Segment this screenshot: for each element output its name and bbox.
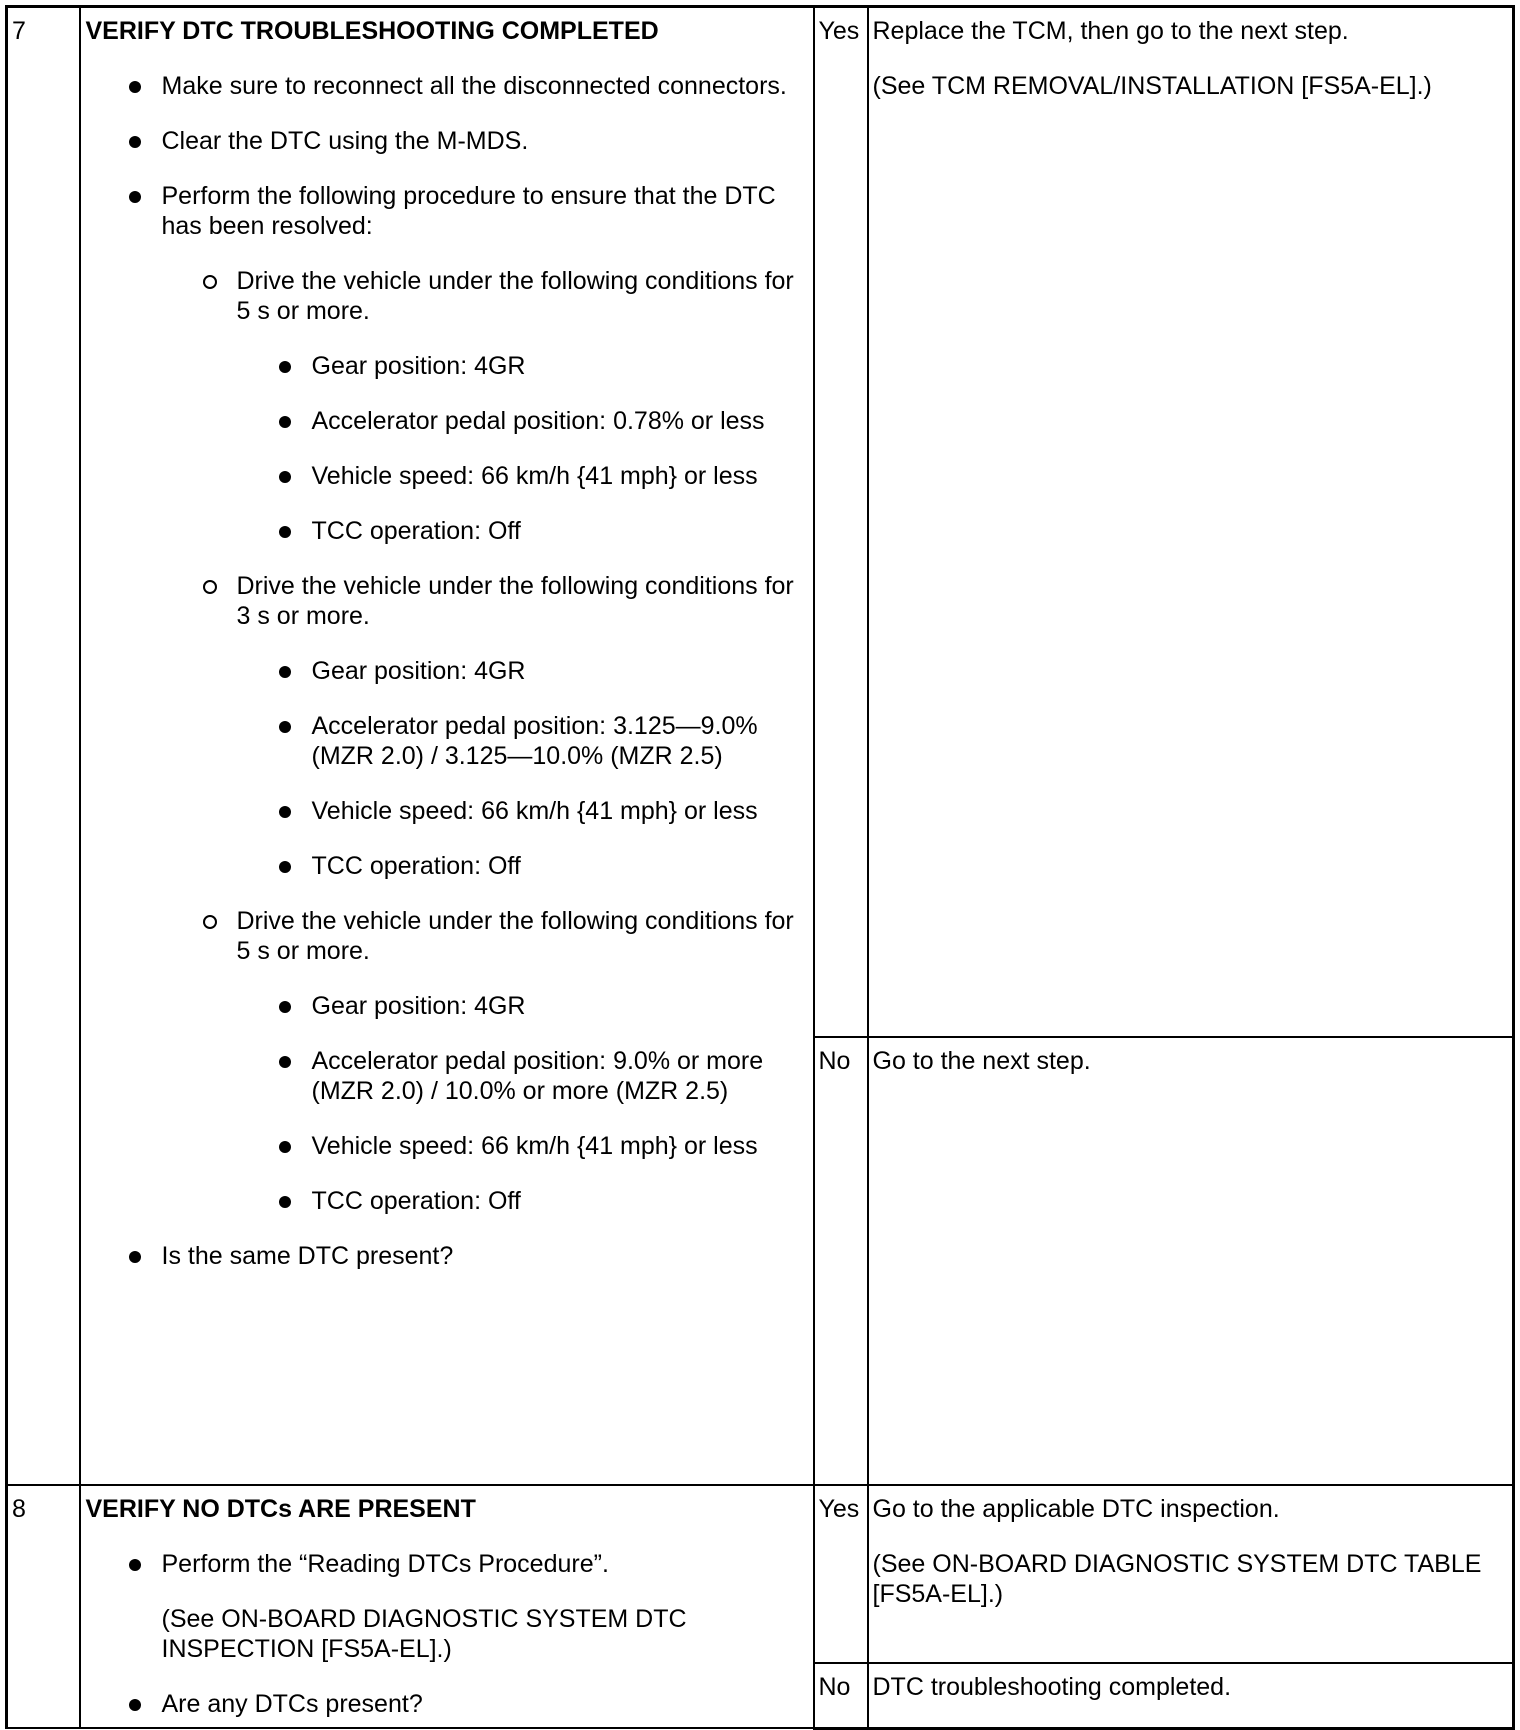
step-8-row-yes: [7, 1485, 1514, 1663]
condition-item: Vehicle speed: 66 km/h {41 mph} or less: [86, 461, 803, 491]
step-number: 7: [12, 17, 26, 45]
condition-list: [86, 991, 803, 1216]
bullet-icon: [129, 1251, 141, 1263]
bullet-icon: [279, 416, 291, 428]
procedure-list: [86, 266, 803, 1216]
list-item: Make sure to reconnect all the disconnected connectors.: [86, 71, 803, 101]
condition-item: Gear position: 4GR: [86, 351, 803, 381]
list-item: Clear the DTC using the M-MDS.: [86, 126, 803, 156]
answer-no-cell: [814, 1663, 868, 1729]
condition-item: Gear position: 4GR: [86, 991, 803, 1021]
answer-no-label: No: [818, 1046, 851, 1075]
question-item: Are any DTCs present?: [86, 1689, 803, 1719]
bullet-icon: [129, 81, 141, 93]
bullet-icon: [279, 806, 291, 818]
procedure-item: Drive the vehicle under the following conditions for 3 s or more. Gear position: 4GR Accelerator pedal position: 3.125—9.0% (MZR 2.0) / 3.125—10.0% (MZR 2.5) Vehicle speed: 66 km/h {41 mph} or less TCC operation: Off: [86, 571, 803, 881]
answer-yes-label: Yes: [818, 17, 860, 45]
answer-yes-label: Yes: [818, 1494, 860, 1523]
answer-no-cell: [814, 1037, 868, 1485]
bullet-icon: [129, 136, 141, 148]
condition-item: TCC operation: Off: [86, 1186, 803, 1216]
condition-item: TCC operation: Off: [86, 851, 803, 881]
step-number-cell: [7, 1485, 80, 1729]
answer-yes-cell: [814, 7, 868, 1037]
procedure-item: Drive the vehicle under the following conditions for 5 s or more. Gear position: 4GR Accelerator pedal position: 9.0% or more (MZR 2.0) / 10.0% or more (MZR 2.5) Vehicle speed: 66 km/h {41 mph} or less TCC operation: Off: [86, 906, 803, 1216]
action-yes-cell: [868, 7, 1514, 1037]
answer-no-label: No: [818, 1672, 851, 1701]
question-item: Is the same DTC present?: [86, 1241, 803, 1271]
step-title: VERIFY NO DTCs ARE PRESENT: [85, 1494, 476, 1523]
bullet-icon: [279, 1196, 291, 1208]
condition-list: [86, 656, 803, 881]
bullet-icon: [279, 361, 291, 373]
action-text: Go to the applicable DTC inspection.: [872, 1494, 1280, 1523]
troubleshooting-table: [5, 5, 1515, 1730]
action-no-cell: [868, 1037, 1514, 1485]
condition-item: Accelerator pedal position: 0.78% or less: [86, 406, 803, 436]
circle-bullet-icon: [203, 915, 217, 929]
condition-list: [86, 351, 803, 546]
reference-text: (See ON-BOARD DIAGNOSTIC SYSTEM DTC INSPECTION [FS5A-EL].): [161, 1604, 687, 1663]
inspection-list: [86, 1549, 803, 1719]
reference-text: (See ON-BOARD DIAGNOSTIC SYSTEM DTC TABLE [FS5A-EL].): [872, 1549, 1482, 1608]
action-text: DTC troubleshooting completed.: [872, 1672, 1232, 1701]
bullet-icon: [129, 1559, 141, 1571]
inspection-list: [86, 71, 803, 1271]
bullet-icon: [279, 666, 291, 678]
bullet-icon: [129, 191, 141, 203]
step-number: 8: [12, 1494, 26, 1523]
answer-yes-cell: [814, 1485, 868, 1663]
condition-item: Vehicle speed: 66 km/h {41 mph} or less: [86, 1131, 803, 1161]
bullet-icon: [279, 1056, 291, 1068]
bullet-icon: [279, 526, 291, 538]
bullet-icon: [279, 861, 291, 873]
bullet-icon: [279, 1141, 291, 1153]
bullet-icon: [279, 721, 291, 733]
action-yes-cell: [868, 1485, 1514, 1663]
step-title: VERIFY DTC TROUBLESHOOTING COMPLETED: [85, 17, 659, 45]
list-item: Perform the “Reading DTCs Procedure”. (See ON-BOARD DIAGNOSTIC SYSTEM DTC INSPECTION [FS5A-EL].): [86, 1549, 803, 1664]
step-number-cell: [7, 7, 80, 1485]
inspection-cell: [80, 1485, 814, 1729]
bullet-icon: [279, 471, 291, 483]
condition-item: Vehicle speed: 66 km/h {41 mph} or less: [86, 796, 803, 826]
step-7-row-yes: [7, 7, 1514, 1037]
bullet-icon: [279, 1001, 291, 1013]
inspection-cell: [80, 7, 814, 1485]
circle-bullet-icon: [203, 275, 217, 289]
condition-item: Accelerator pedal position: 9.0% or more (MZR 2.0) / 10.0% or more (MZR 2.5): [86, 1046, 803, 1106]
condition-item: Accelerator pedal position: 3.125—9.0% (MZR 2.0) / 3.125—10.0% (MZR 2.5): [86, 711, 803, 771]
circle-bullet-icon: [203, 580, 217, 594]
action-text: Go to the next step.: [872, 1046, 1091, 1075]
reference-text: (See TCM REMOVAL/INSTALLATION [FS5A-EL].): [872, 72, 1432, 100]
bullet-icon: [129, 1699, 141, 1711]
action-text: Replace the TCM, then go to the next step.: [872, 17, 1349, 45]
condition-item: Gear position: 4GR: [86, 656, 803, 686]
action-no-cell: [868, 1663, 1514, 1729]
list-item: Perform the following procedure to ensure that the DTC has been resolved: Drive the vehicle under the following conditions for 5 s or more. Gear position: 4GR Accelerator pedal position: 0.78% or less Vehicle speed: 66 km/h {41 mph} or less TCC operation: Off Drive the vehicle under the following conditions for 3 s or more. Gear position: 4GR Accelerator pedal position: 3.125—9.0% (MZR 2.0) / 3.125—10.0% (MZR 2.5) Vehicle speed: 66 km/h {41 mph} or less TCC operation: Off Drive the vehicle under the following conditions for 5 s or more. Gear position: 4GR Accelerator pedal position: 9.0% or more (MZR 2.0) / 10.0% or more (MZR 2.5) Vehicle speed: 66 km/h {41 mph} or less TCC operation: Off: [86, 181, 803, 1216]
procedure-item: Drive the vehicle under the following conditions for 5 s or more. Gear position: 4GR Accelerator pedal position: 0.78% or less Vehicle speed: 66 km/h {41 mph} or less TCC operation: Off: [86, 266, 803, 546]
condition-item: TCC operation: Off: [86, 516, 803, 546]
